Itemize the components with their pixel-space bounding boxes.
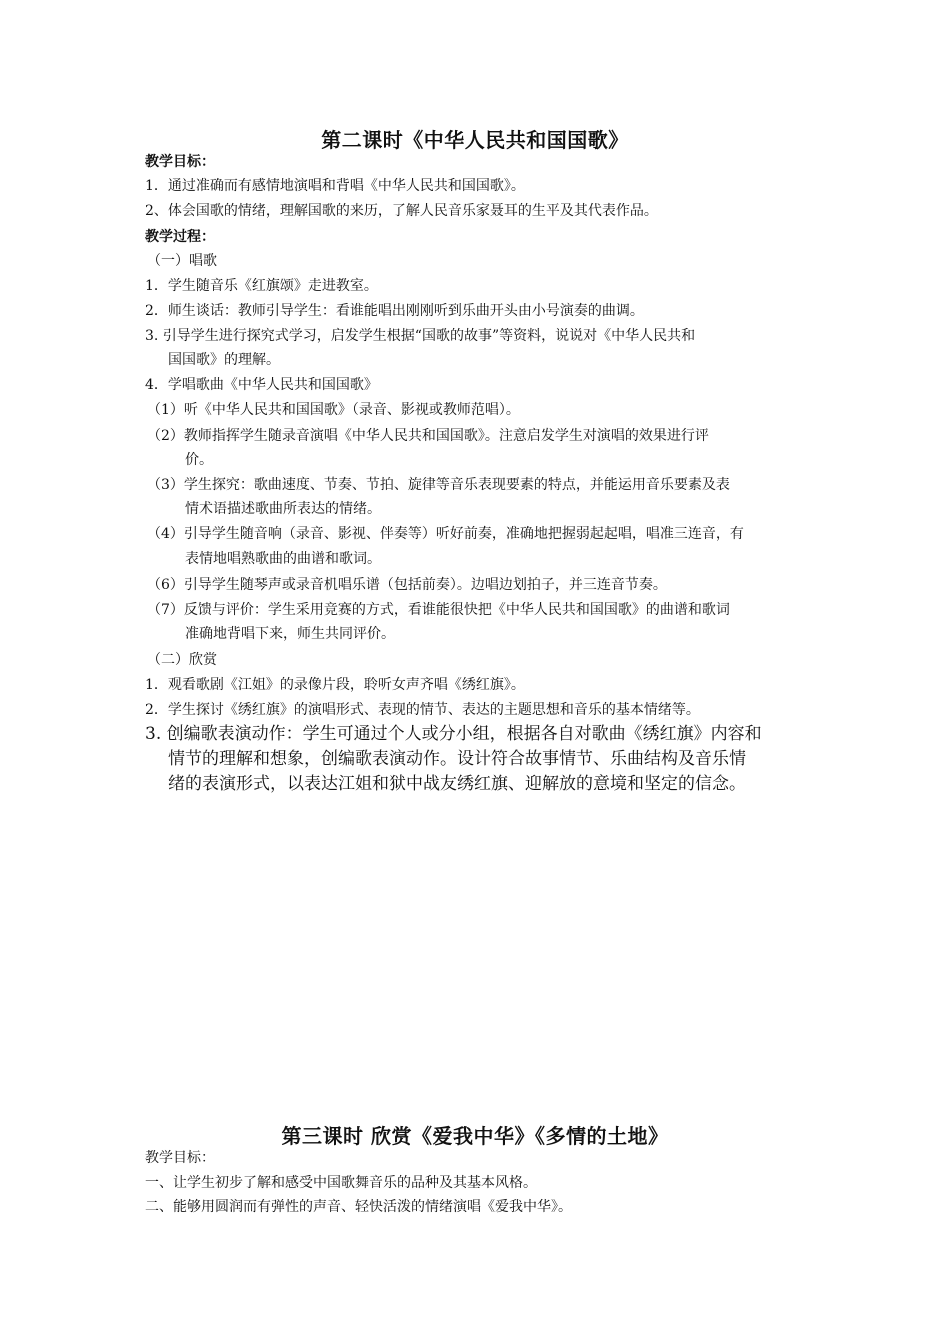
lesson2-sub-2: （2）教师指挥学生随录音演唱《中华人民共和国国歌》。注意启发学生对演唱的效果进行评 (147, 428, 709, 444)
lesson2-sub-4-cont: 表情地唱熟歌曲的曲谱和歌词。 (185, 551, 381, 567)
lesson2-step-1: 1．学生随音乐《红旗颂》走进教室。 (145, 278, 378, 294)
lesson2-goals-heading: 教学目标： (145, 154, 215, 170)
lesson2-step-4: 4．学唱歌曲《中华人民共和国国歌》 (145, 377, 378, 393)
lesson2-title: 第二课时《中华人民共和国国歌》 (321, 128, 629, 152)
lesson2-section-singing: （一）唱歌 (147, 253, 217, 269)
lesson3-goal-2: 二、能够用圆润而有弹性的声音、轻快活泼的情绪演唱《爱我中华》。 (145, 1199, 572, 1215)
lesson3-goal-1: 一、让学生初步了解和感受中国歌舞音乐的品种及其基本风格。 (145, 1175, 537, 1191)
lesson2-goal-2: 2、体会国歌的情绪，理解国歌的来历，了解人民音乐家聂耳的生平及其代表作品。 (145, 203, 658, 219)
lesson3-goals-heading: 教学目标： (145, 1150, 215, 1166)
lesson2-appreciation-3-cont-2: 绪的表演形式，以表达江姐和狱中战友绣红旗、迎解放的意境和坚定的信念。 (168, 774, 746, 794)
lesson2-step-3: 3. 引导学生进行探究式学习，启发学生根据“国歌的故事”等资料，说说对《中华人民共和 (145, 328, 696, 344)
lesson2-appreciation-2: 2．学生探讨《绣红旗》的演唱形式、表现的情节、表达的主题思想和音乐的基本情绪等。 (145, 702, 700, 718)
lesson2-goal-1: 1．通过准确而有感情地演唱和背唱《中华人民共和国国歌》。 (145, 178, 525, 194)
lesson2-sub-7-cont: 准确地背唱下来，师生共同评价。 (185, 626, 395, 642)
lesson2-sub-2-cont: 价。 (185, 452, 213, 468)
lesson2-sub-3-cont: 情术语描述歌曲所表达的情绪。 (185, 501, 381, 517)
lesson2-sub-4: （4）引导学生随音响（录音、影视、伴奏等）听好前奏，准确地把握弱起起唱，唱准三连音，有 (147, 526, 744, 542)
lesson2-appreciation-3: 3. 创编歌表演动作：学生可通过个人或分小组，根据各自对歌曲《绣红旗》内容和 (145, 724, 762, 744)
lesson2-sub-6: （6）引导学生随琴声或录音机唱乐谱（包括前奏）。边唱边划拍子，并三连音节奏。 (147, 577, 667, 593)
lesson2-sub-3: （3）学生探究：歌曲速度、节奏、节拍、旋律等音乐表现要素的特点，并能运用音乐要素及表 (147, 477, 730, 493)
lesson2-sub-7: （7）反馈与评价：学生采用竞赛的方式，看谁能很快把《中华人民共和国国歌》的曲谱和歌词 (147, 602, 730, 618)
lesson2-process-heading: 教学过程： (145, 229, 215, 245)
lesson3-title: 第三课时 欣赏《爱我中华》《多情的土地》 (281, 1124, 669, 1148)
lesson2-appreciation-3-cont-1: 情节的理解和想象，创编歌表演动作。设计符合故事情节、乐曲结构及音乐情 (168, 749, 746, 769)
lesson2-step-2: 2．师生谈话：教师引导学生：看谁能唱出刚刚听到乐曲开头由小号演奏的曲调。 (145, 303, 644, 319)
lesson2-section-appreciation: （二）欣赏 (147, 652, 217, 668)
lesson2-step-3-cont: 国国歌》的理解。 (168, 352, 280, 368)
lesson2-appreciation-1: 1．观看歌剧《江姐》的录像片段，聆听女声齐唱《绣红旗》。 (145, 677, 525, 693)
lesson2-sub-1: （1）听《中华人民共和国国歌》（录音、影视或教师范唱）。 (147, 402, 520, 418)
